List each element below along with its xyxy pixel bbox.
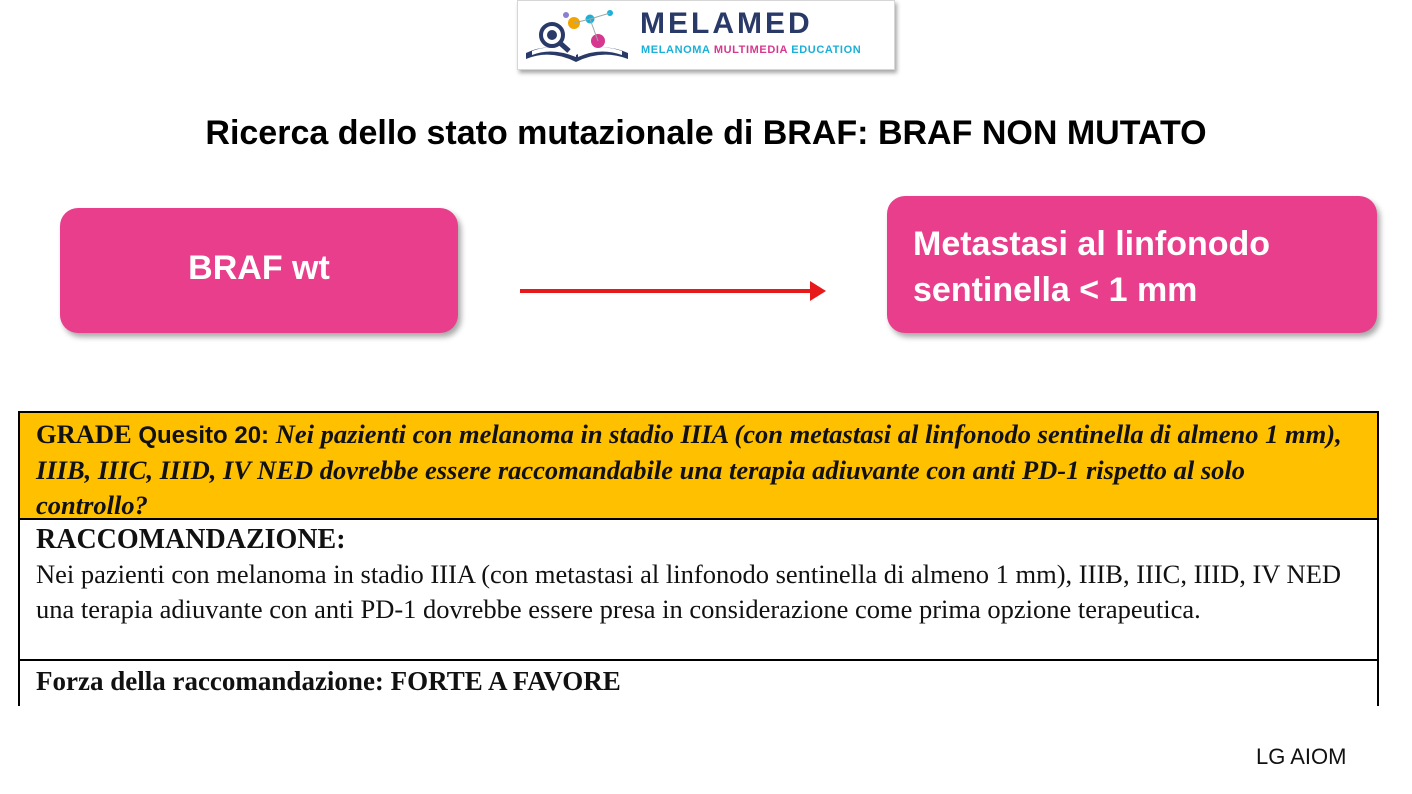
slide-title: Ricerca dello stato mutazionale di BRAF: BRAF NON MUTATO [205, 114, 1207, 152]
question-text: Nei pazienti con melanoma in stadio IIIA (con metastasi al linfonodo sentinella di almeno 1 mm), IIIB, IIIC, IIID, IV NED dovrebbe essere raccomandabile una terapia adiuvante con anti PD-1 rispetto al solo controllo? [36, 419, 1342, 520]
braf-wt-box: BRAF wt [60, 208, 458, 333]
question-prefix: GRADE [36, 419, 139, 449]
sentinel-node-line2: sentinella < 1 mm [913, 271, 1198, 309]
logo-tagline-part2: MULTIMEDIA [713, 44, 788, 56]
logo-tagline [641, 44, 861, 56]
question-row [20, 413, 1377, 520]
sentinel-node-line1: Metastasi al linfonodo [913, 225, 1271, 263]
source-note: LG AIOM [1256, 744, 1347, 769]
right-arrow-icon [518, 276, 828, 306]
logo-wordmark: MELAMED [640, 7, 813, 40]
logo-tagline-part3: EDUCATION [787, 44, 862, 56]
question-label: Quesito 20: [138, 422, 276, 449]
recommendation-text: Nei pazienti con melanoma in stadio IIIA (con metastasi al linfonodo sentinella di almeno 1 mm), IIIB, IIIC, IIID, IV NED una terapia adiuvante con anti PD-1 dovrebbe essere presa in considerazione come prima opzione terapeutica. [36, 559, 1342, 624]
melamed-logo [517, 0, 895, 70]
logo-tagline-part1: MELANOMA [641, 44, 714, 56]
recommendation-heading: RACCOMANDAZIONE: [36, 524, 346, 555]
recommendation-strength: Forza della raccomandazione: FORTE A FAVORE [36, 666, 621, 696]
recommendation-row [20, 520, 1377, 661]
guideline-table [18, 411, 1379, 706]
sentinel-node-box [887, 196, 1377, 333]
book-magnifier-icon [522, 5, 634, 67]
